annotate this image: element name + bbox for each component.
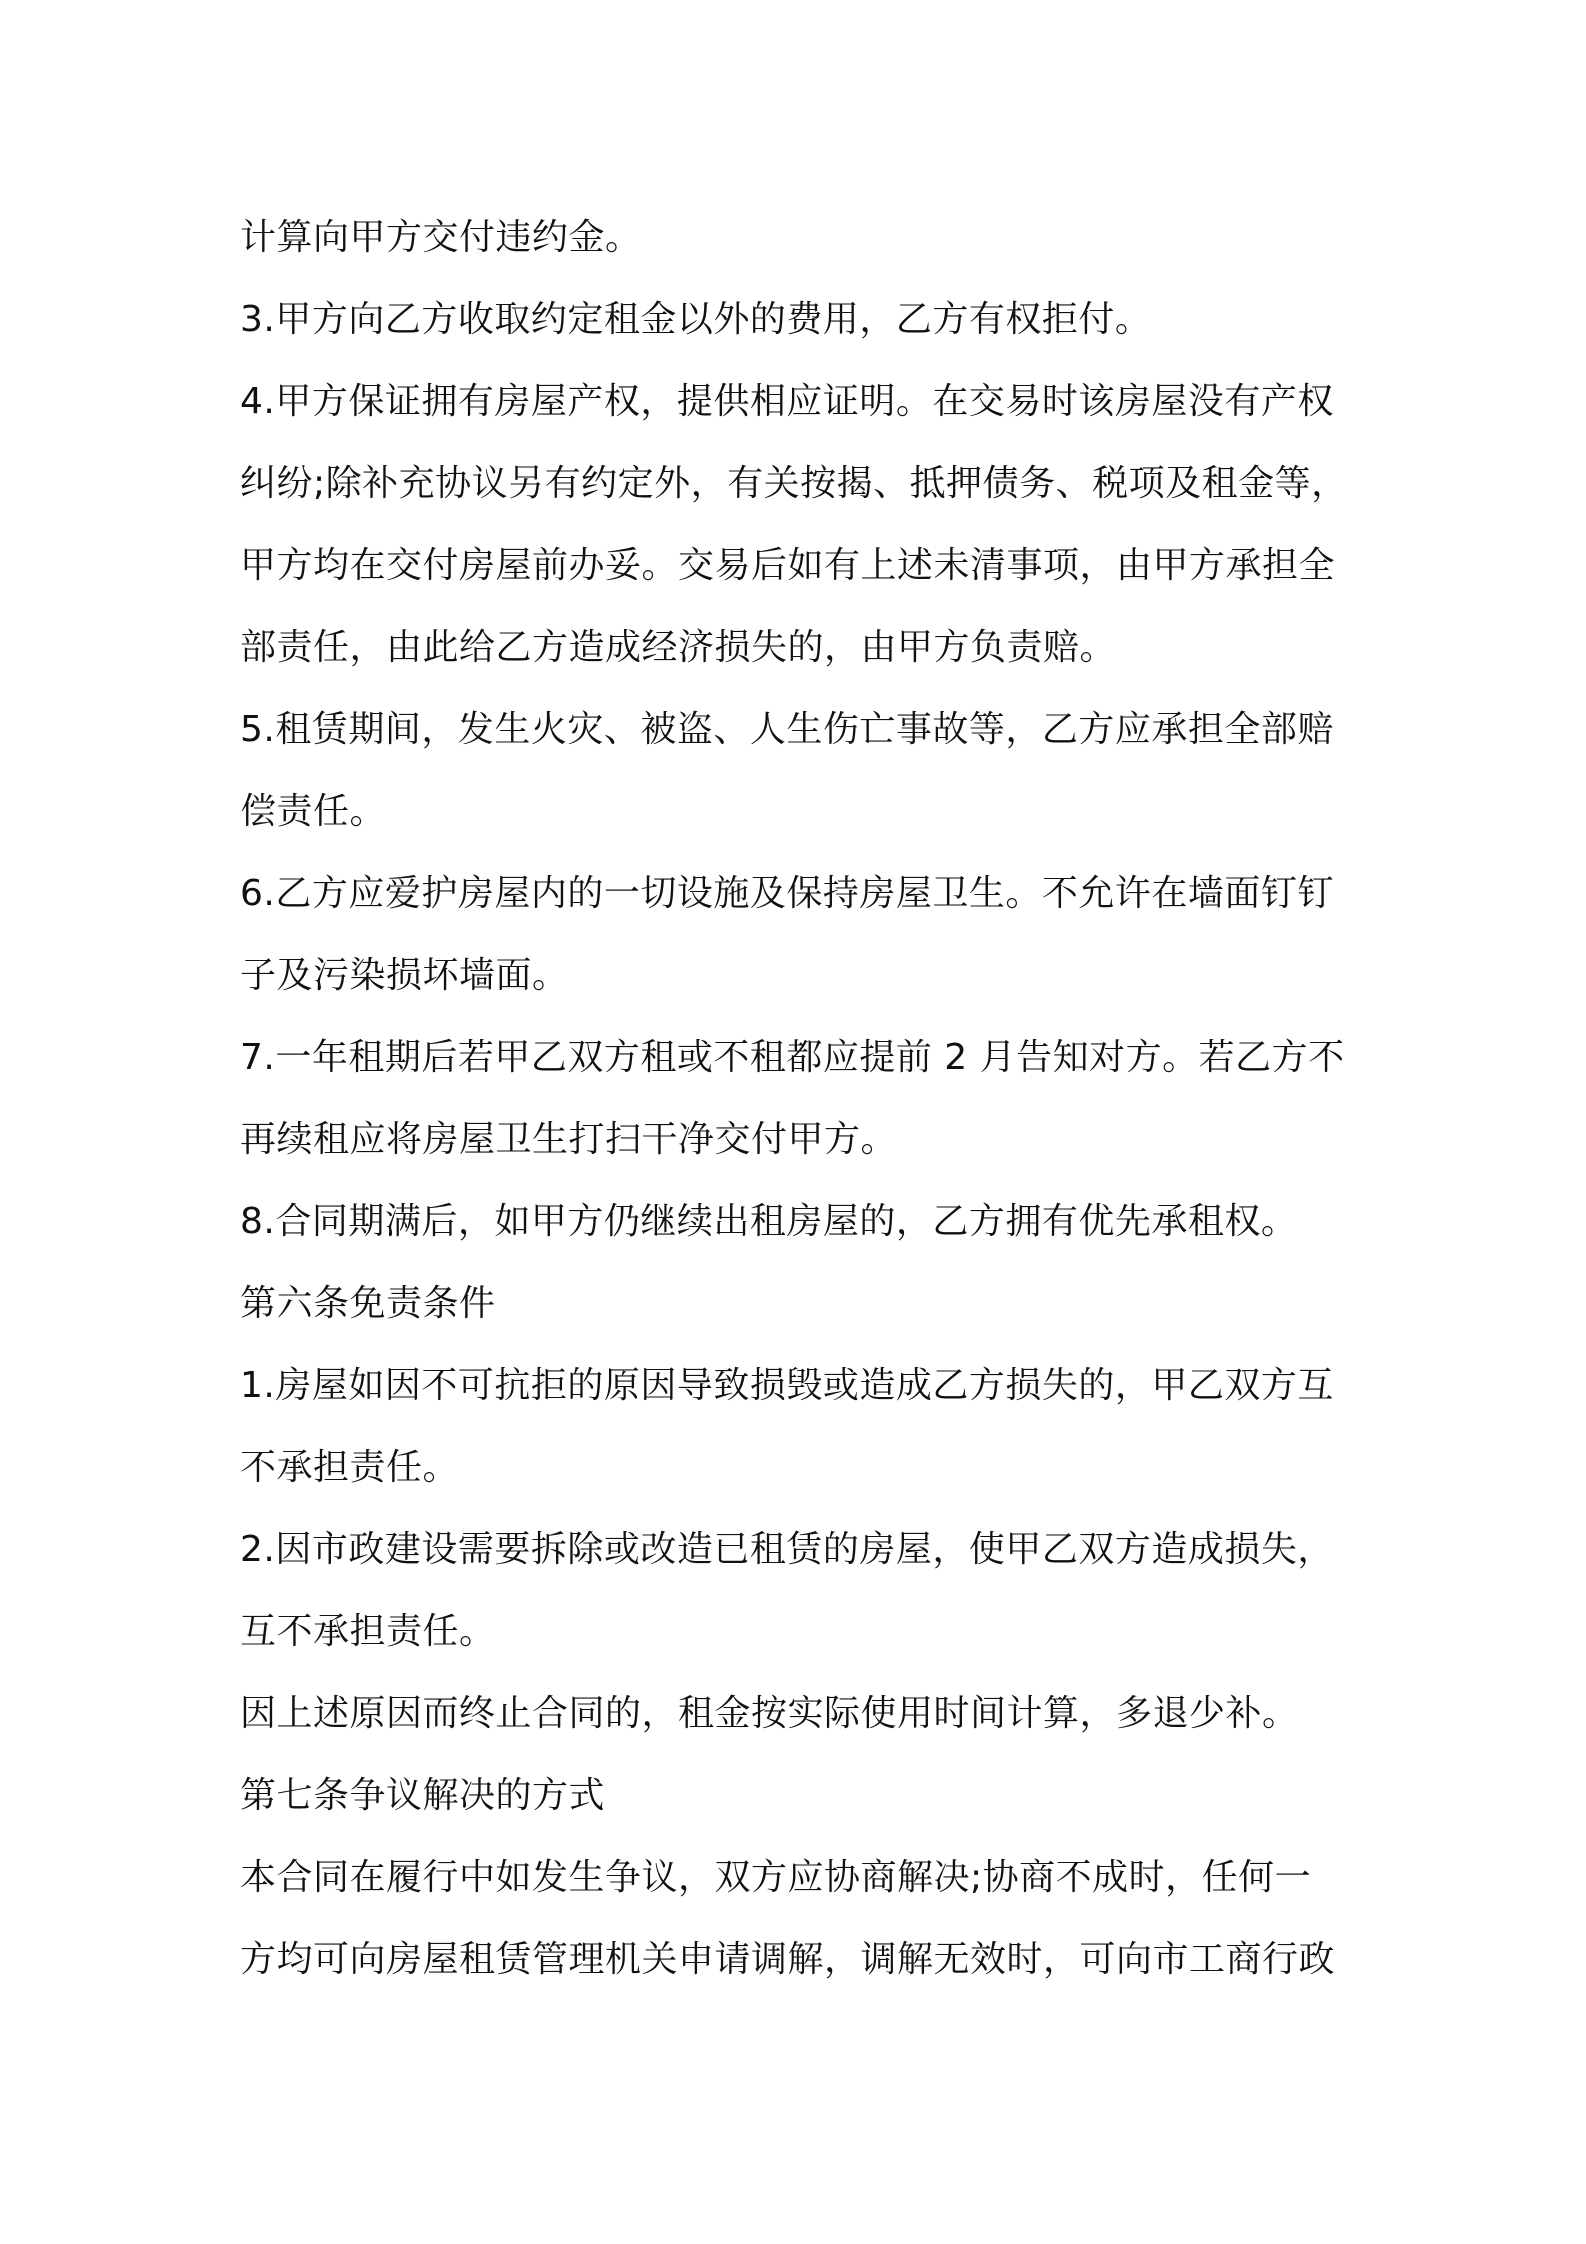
text-line: 本合同在履行中如发生争议，双方应协商解决;协商不成时，任何一 — [240, 1857, 1312, 1898]
text-line: 互不承担责任。 — [240, 1611, 496, 1652]
text-line: 6.乙方应爱护房屋内的一切设施及保持房屋卫生。不允许在墙面钉钉 — [240, 873, 1334, 914]
text-line: 甲方均在交付房屋前办妥。交易后如有上述未清事项，由甲方承担全 — [240, 545, 1336, 586]
text-line: 不承担责任。 — [240, 1447, 460, 1488]
text-line: 偿责任。 — [240, 791, 387, 832]
text-line: 1.房屋如因不可抗拒的原因导致损毁或造成乙方损失的，甲乙双方互 — [240, 1365, 1334, 1406]
text-line: 部责任，由此给乙方造成经济损失的，由甲方负责赔。 — [240, 627, 1117, 668]
text-line: 7.一年租期后若甲乙双方租或不租都应提前 2 月告知对方。若乙方不 — [240, 1037, 1345, 1078]
text-line: 计算向甲方交付违约金。 — [240, 217, 642, 258]
section-heading: 第七条争议解决的方式 — [240, 1775, 606, 1816]
text-line: 5.租赁期间，发生火灾、被盗、人生伤亡事故等，乙方应承担全部赔 — [240, 709, 1334, 750]
text-line: 方均可向房屋租赁管理机关申请调解，调解无效时，可向市工商行政 — [240, 1939, 1336, 1980]
text-line: 4.甲方保证拥有房屋产权，提供相应证明。在交易时该房屋没有产权 — [240, 381, 1334, 422]
text-line: 再续租应将房屋卫生打扫干净交付甲方。 — [240, 1119, 898, 1160]
text-line: 8.合同期满后，如甲方仍继续出租房屋的，乙方拥有优先承租权。 — [240, 1201, 1298, 1242]
text-line: 子及污染损坏墙面。 — [240, 955, 569, 996]
text-line: 3.甲方向乙方收取约定租金以外的费用，乙方有权拒付。 — [240, 299, 1152, 340]
text-line: 2.因市政建设需要拆除或改造已租赁的房屋，使甲乙双方造成损失， — [240, 1529, 1334, 1570]
section-heading: 第六条免责条件 — [240, 1283, 496, 1324]
text-line: 因上述原因而终止合同的，租金按实际使用时间计算，多退少补。 — [240, 1693, 1299, 1734]
text-line: 纠纷;除补充协议另有约定外，有关按揭、抵押债务、税项及租金等， — [240, 463, 1348, 504]
document-body — [240, 197, 1360, 2001]
